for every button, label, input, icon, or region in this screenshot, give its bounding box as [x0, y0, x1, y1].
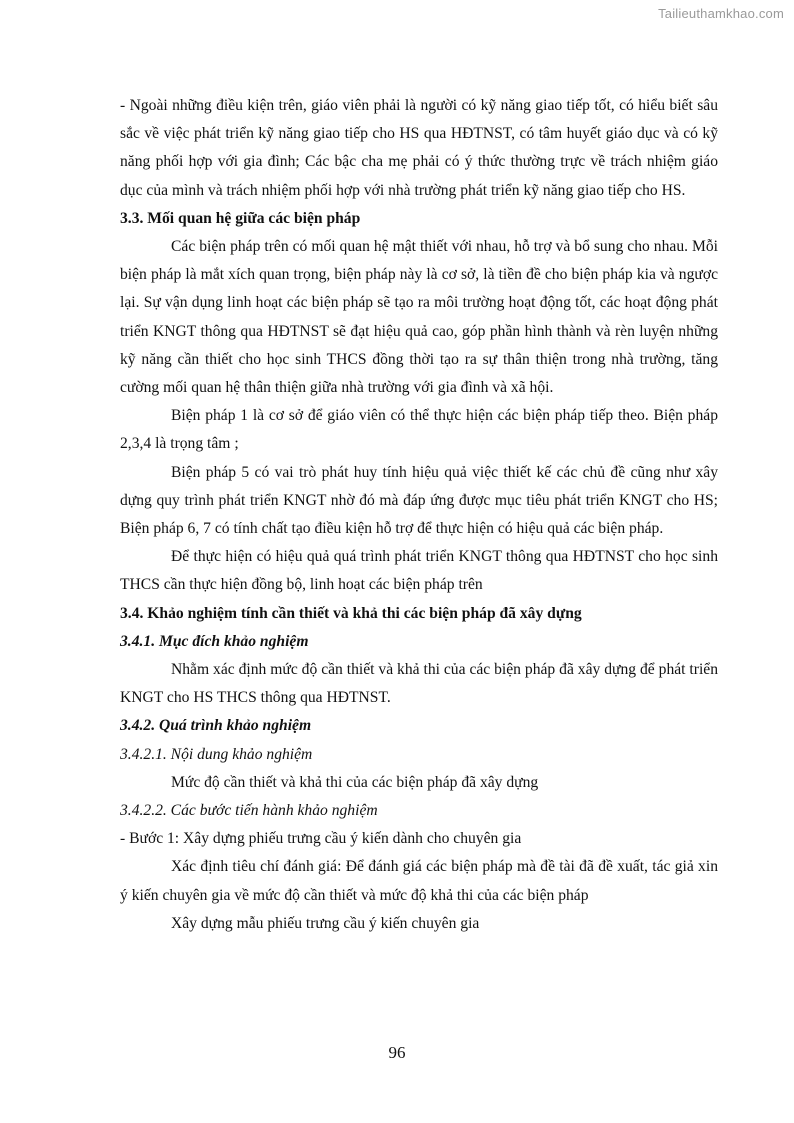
paragraph-criteria: Xác định tiêu chí đánh giá: Để đánh giá các biện pháp mà đề tài đã đề xuất, tác giả xin ý kiến chuyên gia về mức độ cần thiết và mức độ khả thi của các biện pháp — [120, 858, 718, 904]
heading-3-4-2-1: 3.4.2.1. Nội dung khảo nghiệm — [120, 745, 313, 763]
heading-3-3: 3.3. Mối quan hệ giữa các biện pháp — [120, 209, 361, 227]
heading-3-4: 3.4. Khảo nghiệm tính cần thiết và khả thi các biện pháp đã xây dựng — [120, 604, 582, 622]
paragraph-step-1: - Bước 1: Xây dựng phiếu trưng cầu ý kiến dành cho chuyên gia — [120, 830, 522, 848]
paragraph-measure-5: Biện pháp 5 có vai trò phát huy tính hiệu quả việc thiết kế các chủ đề cũng như xây dựng quy trình phát triển KNGT nhờ đó mà đáp ứng được mục tiêu phát triển KNGT cho HS; Biện pháp 6, 7 có tính chất tạo điều kiện hỗ trợ để thực hiện có hiệu quả các biện pháp. — [120, 463, 718, 538]
page-number: 96 — [388, 1043, 406, 1062]
paragraph-synchronous: Để thực hiện có hiệu quả quá trình phát triển KNGT thông qua HĐTNST cho học sinh THCS cần thực hiện đồng bộ, linh hoạt các biện pháp trên — [120, 548, 718, 594]
paragraph-measure-1: Biện pháp 1 là cơ sở để giáo viên có thể thực hiện các biện pháp tiếp theo. Biện pháp 2,3,4 là trọng tâm ; — [120, 407, 718, 453]
paragraph-survey-form: Xây dựng mẫu phiếu trưng cầu ý kiến chuyên gia — [171, 914, 480, 932]
paragraph-relationship: Các biện pháp trên có mối quan hệ mật thiết với nhau, hỗ trợ và bổ sung cho nhau. Mỗi biện pháp là mắt xích quan trọng, biện pháp này là cơ sở, là tiền đề cho biện pháp kia và ngược lại. Sự vận dụng linh hoạt các biện pháp sẽ tạo ra môi trường hoạt động tốt, các hoạt động phát triển KNGT thông qua HĐTNST sẽ đạt hiệu quả cao, góp phần hình thành và rèn luyện những kỹ năng cần thiết cho học sinh THCS đồng thời tạo ra sự thân thiện trong nhà trường, tăng cường mối quan hệ thân thiện giữa nhà trường với gia đình và xã hội. — [120, 238, 718, 397]
watermark-text: Tailieuthamkhao.com — [658, 6, 784, 21]
document-body — [120, 92, 718, 938]
heading-3-4-2: 3.4.2. Quá trình khảo nghiệm — [120, 717, 312, 735]
paragraph-content: Mức độ cần thiết và khả thi của các biện pháp đã xây dựng — [171, 773, 539, 791]
paragraph-purpose: Nhằm xác định mức độ cần thiết và khả thi của các biện pháp đã xây dựng để phát triển KNGT cho HS THCS thông qua HĐTNST. — [120, 661, 718, 707]
heading-3-4-2-2: 3.4.2.2. Các bước tiến hành khảo nghiệm — [120, 802, 378, 820]
paragraph-conditions: - Ngoài những điều kiện trên, giáo viên phải là người có kỹ năng giao tiếp tốt, có hiểu biết sâu sắc về việc phát triển kỹ năng giao tiếp cho HS qua HĐTNST, có tâm huyết giáo dục và có kỹ năng phối hợp với gia đình; Các bậc cha mẹ phải có ý thức thường trực về trách nhiệm giáo dục của mình và trách nhiệm phối hợp với nhà trường phát triển kỹ năng giao tiếp cho HS. — [120, 97, 718, 199]
heading-3-4-1: 3.4.1. Mục đích khảo nghiệm — [120, 632, 309, 650]
